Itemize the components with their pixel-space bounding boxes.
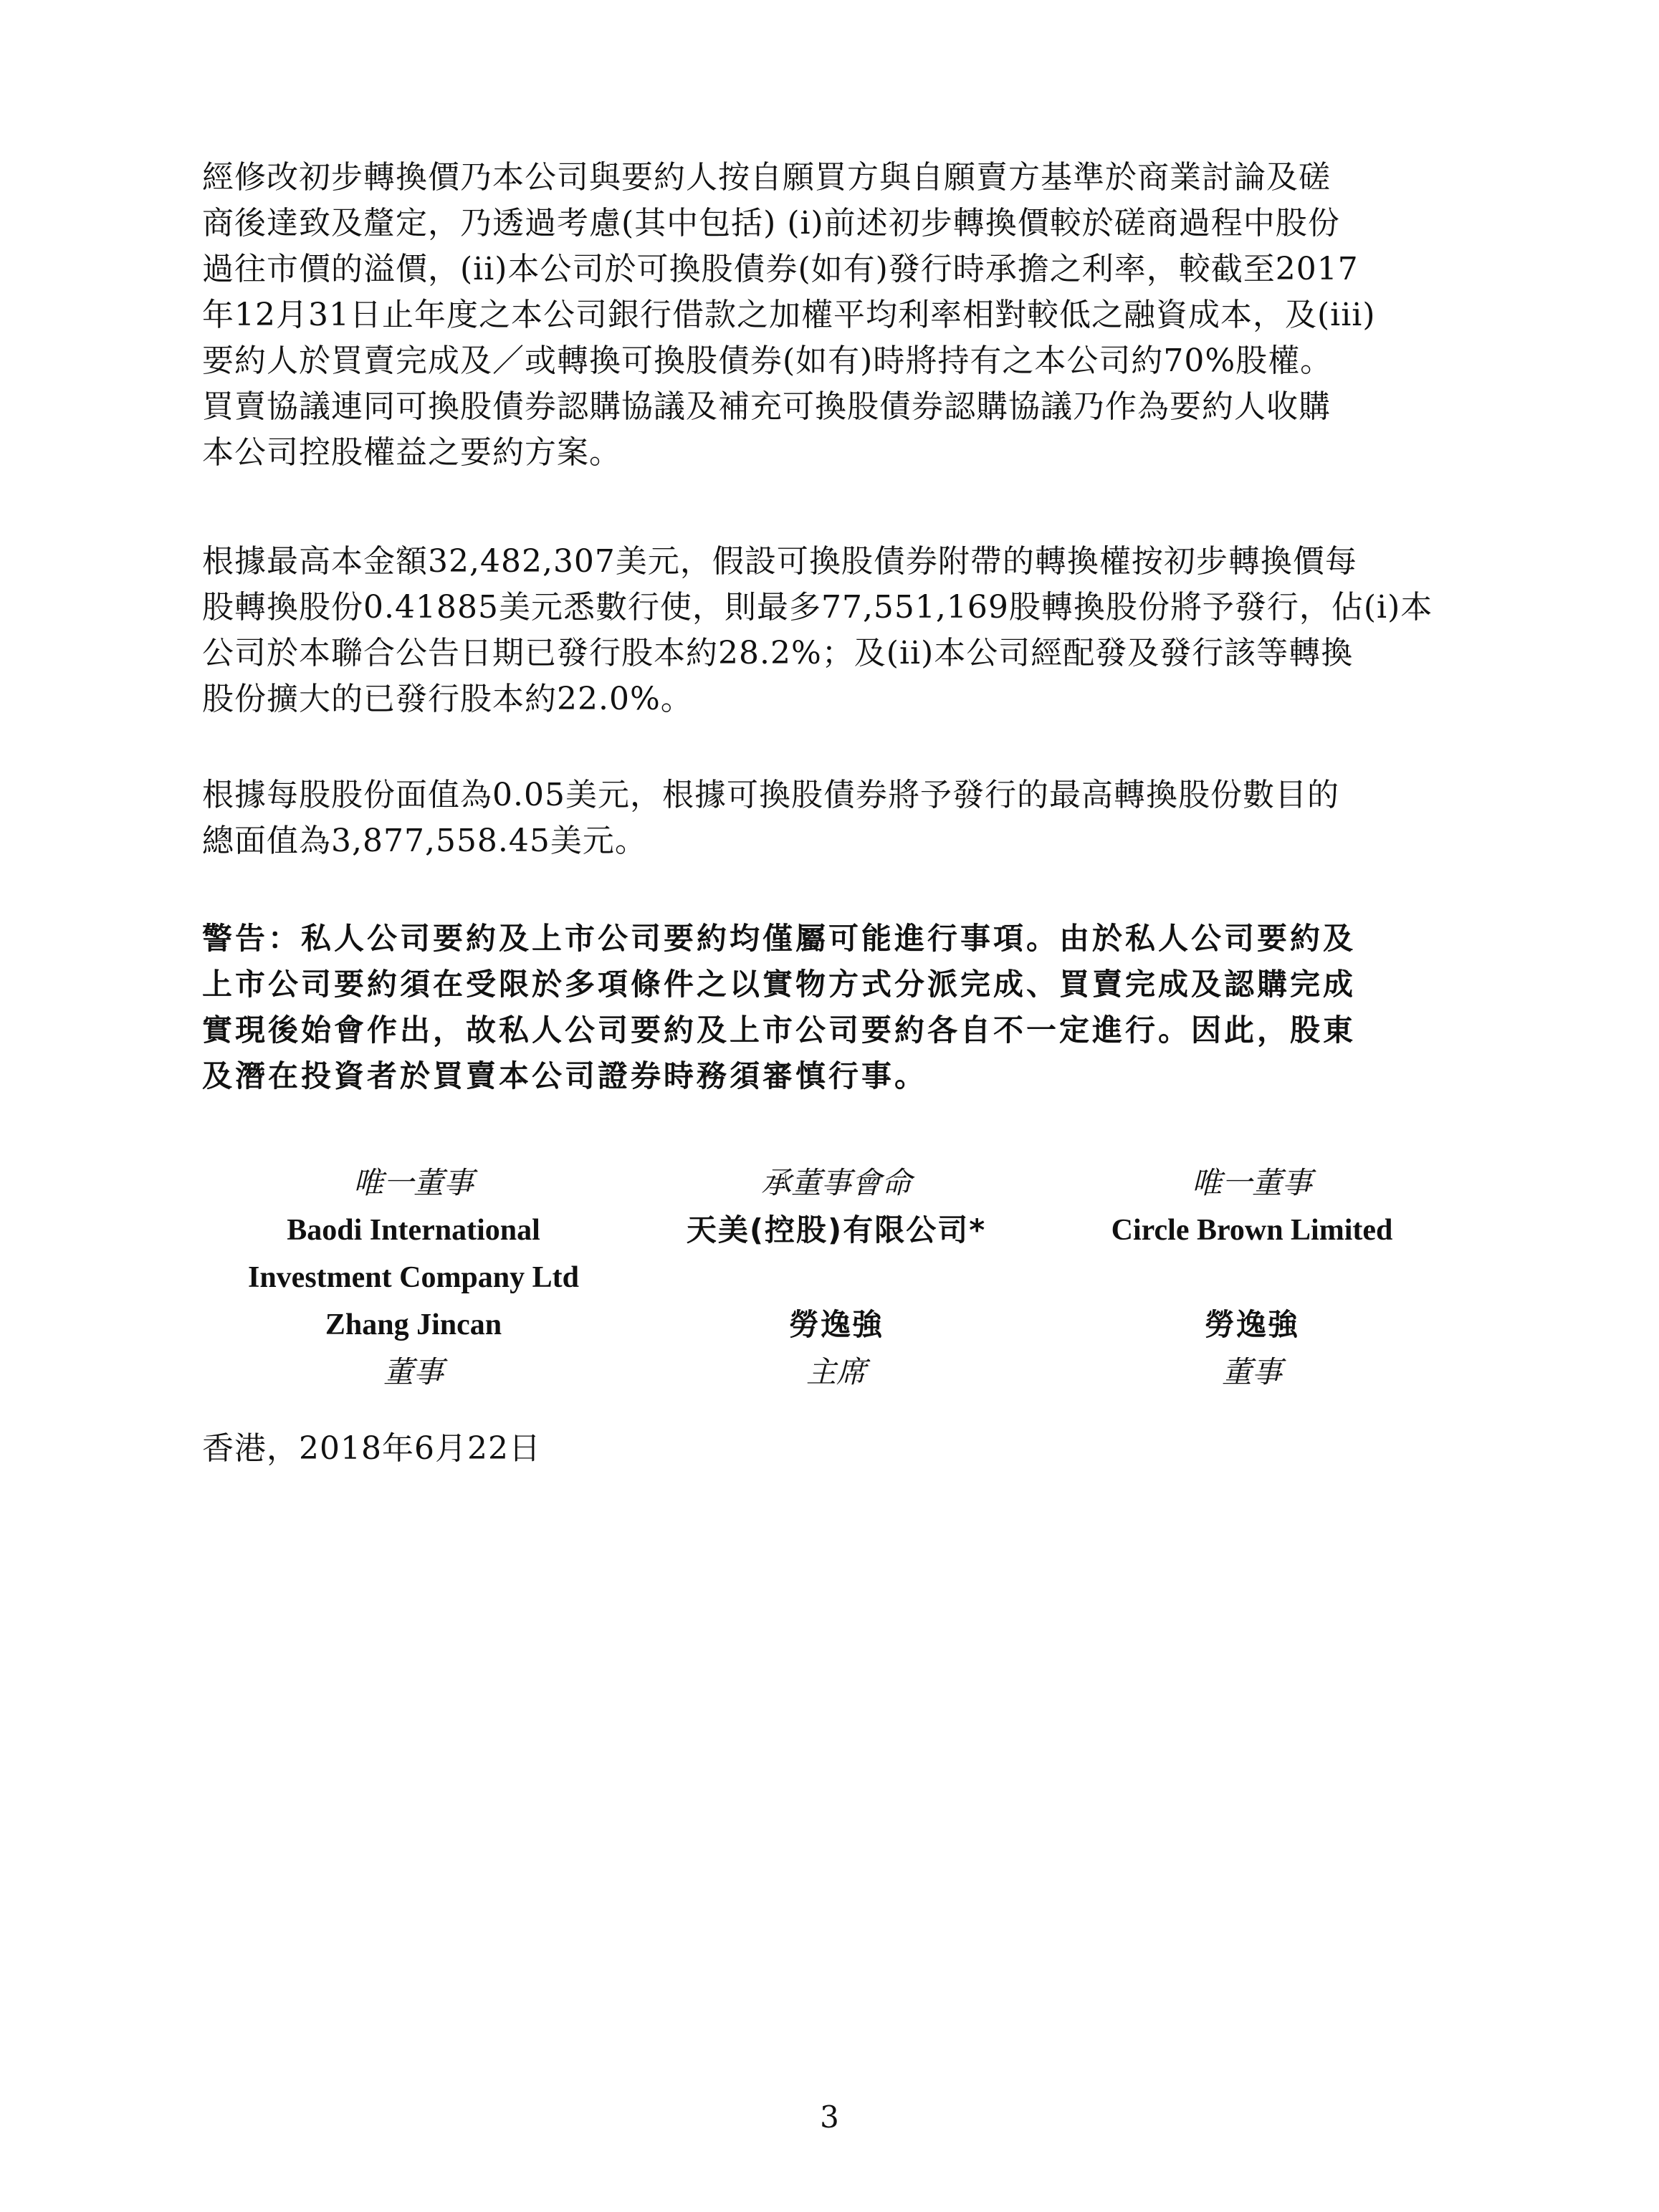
paragraph-line: 商後達致及釐定，乃透過考慮(其中包括) (i)前述初步轉換價較於磋商過程中股份 [202,205,1340,241]
warning-paragraph [202,916,1463,1099]
date-line: 香港，2018年6月22日 [202,1430,541,1467]
paragraph-par-value [202,772,1463,864]
warning-line: 實現後始會作出，故私人公司要約及上市公司要約各自不一定進行。因此，股東 [202,1012,1357,1048]
signature-name: Zhang Jincan [325,1308,502,1341]
signature-name: 勞逸強 [788,1307,884,1342]
signature-company: Baodi International [287,1214,540,1247]
signature-spacer [625,1254,1048,1301]
warning-line: 上市公司要約須在受限於多項條件之以實物方式分派完成、買賣完成及認購完成 [202,967,1357,1002]
paragraph-line: 年12月31日止年度之本公司銀行借款之加權平均利率相對較低之融資成本，及(iii) [202,297,1376,333]
paragraph-line: 股份擴大的已發行股本約22.0%。 [202,681,693,717]
signature-company: Investment Company Ltd [247,1261,580,1294]
signature-name: 勞逸強 [1204,1307,1299,1342]
warning-line: 及潛在投資者於買賣本公司證券時務須審慎行事。 [202,1058,928,1093]
paragraph-conversion-shares [202,539,1463,722]
signature-title: 董事 [1221,1354,1282,1389]
warning-line: 警告：私人公司要約及上市公司要約均僅屬可能進行事項。由於私人公司要約及 [202,921,1357,956]
paragraph-line: 本公司控股權益之要約方案。 [202,434,621,471]
paragraph-line: 公司於本聯合公告日期已發行股本約28.2%；及(ii)本公司經配發及發行該等轉換 [202,635,1354,671]
signature-role: 唯一董事 [353,1165,474,1200]
signature-company: 天美(控股)有限公司* [686,1212,987,1248]
paragraph-line: 要約人於買賣完成及／或轉換可換股債券(如有)時將持有之本公司約70%股權。 [202,343,1333,379]
paragraph-line: 經修改初步轉換價乃本公司與要約人按自願買方與自願賣方基準於商業討論及磋 [202,159,1331,196]
signature-title: 董事 [383,1354,444,1389]
signature-spacer [1041,1254,1463,1301]
paragraph-line: 股轉換股份0.41885美元悉數行使，則最多77,551,169股轉換股份將予發行，佔(i)本 [202,589,1433,626]
page-number: 3 [820,2100,839,2135]
signature-left [202,1159,625,1396]
paragraph-line: 過往市價的溢價，(ii)本公司於可換股債券(如有)發行時承擔之利率，較截至2017 [202,251,1359,287]
paragraph-line: 買賣協議連同可換股債券認購協議及補充可換股債券認購協議乃作為要約人收購 [202,388,1331,425]
signature-role: 唯一董事 [1191,1165,1312,1200]
signature-block [202,1159,1463,1403]
signature-middle [625,1159,1048,1396]
signature-title: 主席 [805,1354,866,1389]
paragraph-line: 根據每股股份面值為0.05美元，根據可換股債券將予發行的最高轉換股份數目的 [202,777,1339,813]
paragraph-conversion-price [202,155,1463,476]
signature-right [1041,1159,1463,1396]
paragraph-line: 總面值為3,877,558.45美元。 [202,823,647,859]
paragraph-line: 根據最高本金額32,482,307美元，假設可換股債券附帶的轉換權按初步轉換價每 [202,543,1357,580]
signature-role: 承董事會命 [760,1165,912,1200]
signature-company: Circle Brown Limited [1111,1214,1393,1247]
